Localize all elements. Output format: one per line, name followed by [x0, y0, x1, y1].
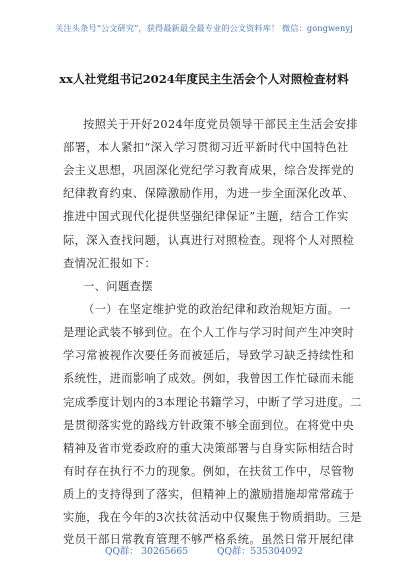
paragraph-line: 学习常被视作次要任务而被延后，导致学习缺乏持续性和	[63, 349, 355, 362]
footer-contacts	[0, 543, 408, 557]
paragraph-line: 精神及省市党委政府的重大决策部署与自身实际相结合时	[63, 442, 355, 455]
paragraph-line: 会主义思想，巩固深化党纪学习教育成果，综合发挥党的	[63, 164, 355, 177]
paragraph-line: 推进中国式现代化提供坚强纪律保证”主题，结合工作实	[63, 210, 349, 223]
qq-group-2: QQ群：535304092	[216, 546, 304, 557]
paragraph-line: （一）在坚定维护党的政治纪律和政治规矩方面。一	[83, 303, 351, 316]
section-heading: 一、问题查摆	[83, 280, 153, 293]
paragraph-line: 是贯彻落实党的路线方针政策不够全面到位。在将党中央	[63, 419, 355, 432]
qq-group-1: QQ群： 30265665	[104, 546, 189, 557]
paragraph-line: 纪律教育约束、保障激励作用，为进一步全面深化改革、	[63, 187, 355, 200]
paragraph-line: 系统性，进而影响了成效。例如，我曾因工作忙碌而未能	[63, 372, 355, 385]
document-title: xx人社党组书记2024年度民主生活会个人对照检查材料	[59, 72, 349, 86]
paragraph-line: 党员干部日常教育管理不够严格系统。虽然日常开展纪律	[63, 533, 355, 546]
paragraph-line: 按照关于开好2024年度党员领导干部民主生活会安排	[83, 118, 358, 131]
top-banner: 关注头条号“公文研究”，获得最新最全最专业的公文资料库！ 微信：gongwenyj	[55, 23, 353, 33]
paragraph-line: 部署，本人紧扣“深入学习贯彻习近平新时代中国特色社	[63, 141, 349, 154]
paragraph-line: 质上的支持得到了落实，但精神上的激励措施却常常疏于	[63, 488, 355, 501]
paragraph-line: 际，深入查找问题，认真进行对照检查。现将个人对照检	[63, 234, 355, 247]
paragraph-line: 是理论武装不够到位。在个人工作与学习时间产生冲突时	[63, 326, 355, 339]
paragraph-line: 实施，我在今年的3次扶贫活动中仅聚焦于物质捐助。三是	[63, 511, 362, 524]
paragraph-line: 完成季度计划内的3本理论书籍学习，中断了学习进度。二	[63, 396, 362, 409]
paragraph-line: 查情况汇报如下：	[63, 257, 157, 270]
paragraph-line: 有时存在执行不力的现象。例如，在扶贫工作中，尽管物	[63, 465, 355, 478]
